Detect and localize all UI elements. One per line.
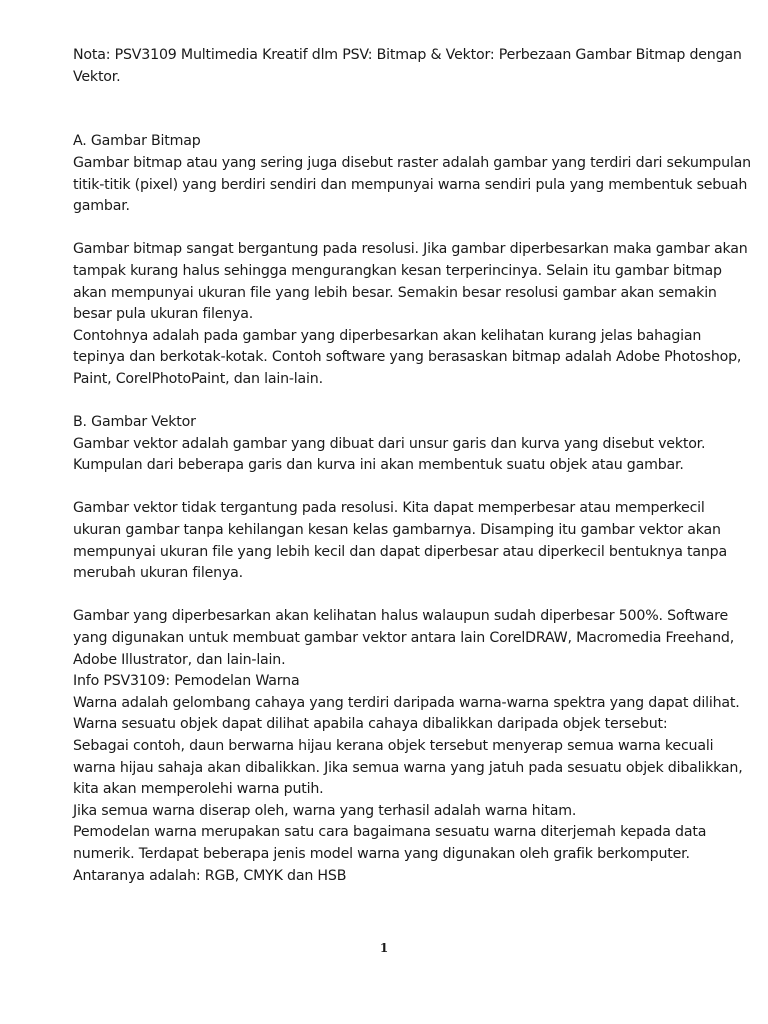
text-line: Contohnya adalah pada gambar yang diperbesarkan akan kelihatan kurang jelas bahagian — [73, 327, 702, 344]
text-line: numerik. Terdapat beberapa jenis model warna yang digunakan oleh grafik berkomputer. — [73, 845, 690, 862]
text-line: ukuran gambar tanpa kehilangan kesan kelas gambarnya. Disamping itu gambar vektor akan — [73, 522, 721, 539]
text-line: merubah ukuran filenya. — [73, 565, 243, 582]
page-number: 1 — [379, 941, 389, 955]
text-line: Jika semua warna diserap oleh, warna yang terhasil adalah warna hitam. — [73, 802, 577, 819]
text-line: Gambar vektor tidak tergantung pada resolusi. Kita dapat memperbesar atau memperkecil — [73, 500, 705, 517]
blank-line — [73, 585, 733, 607]
text-line: gambar. — [73, 198, 130, 215]
text-line: Adobe Illustrator, dan lain-lain. — [73, 651, 286, 668]
text-line: warna hijau sahaja akan dibalikkan. Jika semua warna yang jatuh pada sesuatu objek dibalikkan, — [73, 759, 743, 776]
text-line: tampak kurang halus sehingga mengurangkan kesan terperincinya. Selain itu gambar bitmap — [73, 262, 722, 279]
text-line: Sebagai contoh, daun berwarna hijau kerana objek tersebut menyerap semua warna kecuali — [73, 738, 714, 754]
text-line: Vektor. — [73, 68, 121, 85]
text-line: Gambar vektor adalah gambar yang dibuat dari unsur garis dan kurva yang disebut vektor. — [73, 435, 706, 452]
text-line: besar pula ukuran filenya. — [73, 306, 254, 323]
text-line: Gambar yang diperbesarkan akan kelihatan halus walaupun sudah diperbesar 500%. Software — [73, 608, 729, 625]
text-line: Nota: PSV3109 Multimedia Kreatif dlm PSV: Bitmap & Vektor: Perbezaan Gambar Bitmap dengan — [73, 47, 742, 63]
text-line: B. Gambar Vektor — [73, 414, 196, 431]
document-body — [73, 45, 751, 887]
text-line: Gambar bitmap atau yang sering juga disebut raster adalah gambar yang terdiri dari sekumpulan — [73, 154, 751, 171]
text-line: Kumpulan dari beberapa garis dan kurva ini akan membentuk suatu objek atau gambar. — [73, 457, 684, 474]
text-line: Paint, CorelPhotoPaint, dan lain-lain. — [73, 370, 323, 387]
text-line: mempunyai ukuran file yang lebih kecil dan dapat diperbesar atau diperkecil bentuknya tanpa — [73, 543, 727, 560]
text-line: tepinya dan berkotak-kotak. Contoh software yang berasaskan bitmap adalah Adobe Photoshop, — [73, 349, 742, 366]
text-line: Gambar bitmap sangat bergantung pada resolusi. Jika gambar diperbesarkan maka gambar akan — [73, 241, 748, 258]
text-line: Warna sesuatu objek dapat dilihat apabila cahaya dibalikkan daripada objek tersebut: — [73, 716, 668, 733]
text-line: Info PSV3109: Pemodelan Warna — [73, 673, 300, 690]
text-line: Antaranya adalah: RGB, CMYK dan HSB — [73, 867, 347, 884]
text-line: A. Gambar Bitmap — [73, 133, 201, 150]
blank-line — [73, 110, 733, 132]
text-line: akan mempunyai ukuran file yang lebih besar. Semakin besar resolusi gambar akan semakin — [73, 284, 717, 301]
blank-line — [73, 391, 733, 413]
text-line: yang digunakan untuk membuat gambar vektor antara lain CorelDRAW, Macromedia Freehand, — [73, 630, 735, 647]
text-line: kita akan memperolehi warna putih. — [73, 781, 324, 798]
blank-line — [73, 477, 733, 499]
text-line: Pemodelan warna merupakan satu cara bagaimana sesuatu warna diterjemah kepada data — [73, 824, 707, 841]
text-line: titik-titik (pixel) yang berdiri sendiri dan mempunyai warna sendiri pula yang membentuk sebuah — [73, 176, 748, 193]
blank-line — [73, 88, 733, 110]
text-line: Warna adalah gelombang cahaya yang terdiri daripada warna-warna spektra yang dapat dilihat. — [73, 694, 740, 711]
blank-line — [73, 218, 733, 240]
